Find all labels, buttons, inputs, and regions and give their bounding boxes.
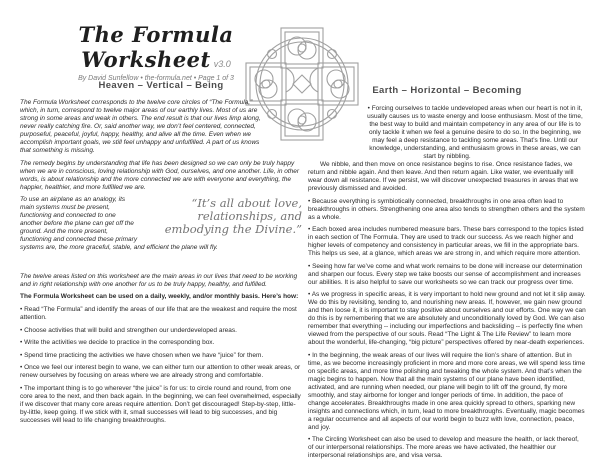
- left-column-heading: Heaven – Vertical – Being: [98, 80, 224, 91]
- left-bullet-3: • Write the activities we decide to practice in the corresponding box.: [20, 339, 215, 346]
- left-bullet-2: • Choose activities that will build and strengthen our underdeveloped areas.: [20, 326, 237, 334]
- right-bullet-5: • As we progress in specific areas, it is very important to hold new ground and not let it slip away. We do this by revisiting, tending to, and nourishing new areas. If, however, we gain new ground and then loose it, it is important to stay positive about ourselves and our efforts. One way we can do this is by remembering that we are absolutely and unconditionally loved by God. We can also remember that everything -- including our imperfections and backsliding -- is perfectly fine when viewed from the perspective of our souls. Read “The Light & The Life Review” to learn more about the wonderful, life-changing, “big picture” perspectives offered by near-death experiences.: [308, 291, 586, 346]
- version-label: v3.0: [213, 59, 231, 69]
- image-wrap-spacer: [308, 105, 364, 149]
- intro-paragraph-4: The twelve areas listed on this worksheet are the main areas in our lives that need to be working and in right relationship with one another for us to be truly happy, healthy, and fulfilled.: [20, 272, 298, 288]
- image-wrap-spacer: [264, 99, 302, 141]
- left-column: [20, 82, 302, 429]
- right-column: [308, 82, 586, 465]
- left-bullet-5: • Once we feel our interest begin to wane, we can either turn our attention to other weak areas, or renew ourselves by focusing on areas where we are already strong and comfortable.: [20, 364, 301, 379]
- right-column-heading: Earth – Horizontal – Becoming: [372, 85, 522, 96]
- left-bullet-1: • Read “The Formula” and identify the areas of our life that are the weakest and require the most attention.: [20, 306, 297, 321]
- right-bullet-1-wrapped: • Forcing ourselves to tackle undeveloped areas when our heart is not in it, usually causes us to waste energy and loose enthusiasm. Most of the time, the best way to build and maintain competency in any area of our life is to only tackle it when we feel a genuine desire to do so. In the beginning, we may feel a deep resistance to tackling some areas. That’s fine. Until our knowledge, understanding, and enthusiasm grows in these areas, we can start by nibbling.: [308, 105, 586, 161]
- byline: By David Sunfellow • the-formula.net • Page 1 of 3: [78, 75, 234, 82]
- pull-quote: “It’s all about love, relationships, and embodying the Divine.”: [164, 196, 302, 236]
- right-bullet-1-continued: We nibble, and then move on once resistance begins to rise. Once resistance fades, we return and nibble again. And then leave. And then return again. Like water, we eventually will wear down all resistance. If we persist, we will discover unexpected treasures in areas that we previously dismissed and avoided.: [308, 161, 579, 192]
- intro-paragraph-3: To use an airplane as an analogy, its main systems must be present, functioning and connected to one another before the plane can get off the ground. And the more present, functioning and connected these primary systems are, the more graceful, stable, and efficient the plane will fly.: [20, 196, 218, 251]
- right-bullet-6: • In the beginning, the weak areas of our lives will require the lion’s share of attention. But in time, as we become increasingly proficient in more and more core areas, we will spend less time on specific areas, and more time polishing and tweaking the whole system. And that’s when the magic begins to happen. Now that all the main systems of our plane have been identified, activated, and are running when needed, our plane will begin to lift off the ground, fly more smoothly, and stay airborne for longer and longer periods of time. In addition, the pace of change accelerates. Breakthroughs made in one area quickly spread to others, sparking new insights and connections which, in turn, lead to more breakthroughs. Eventually, magic becomes a regular occurrence and all aspects of our world begin to buzz with love, connection, peace, and joy.: [308, 351, 586, 431]
- page-title: The Formula Worksheet: [78, 22, 234, 72]
- how-to-lead: The Formula Worksheet can be used on a daily, weekly, and/or monthly basis. Here’s how:: [20, 293, 299, 300]
- left-bullet-6: • The important thing is to go wherever “the juice” is for us: to circle round and round, from one core area to the next, and then back again. In the beginning, we can feel overwhelmed, especially if we discover that many core areas require attention. Don’t get discouraged! Step-by-step, little-by-little, keep going. If we stick with it, small successes will lead to big successes, and big successes will lead to life changing breakthroughs.: [20, 384, 301, 424]
- intro-paragraph-2: The remedy begins by understanding that life has been designed so we can only be truly happy when we are in conscious, loving relationship with God, ourselves, and one another. Life, in other words, is about relationship and the more connected we are with everyone and everything, the happier, healthier, and more fulfilled we are.: [20, 159, 300, 191]
- right-bullet-4: • Seeing how far we’ve come and what work remains to be done will increase our determination and sharpen our focus. Every step we take boosts our sense of accomplishment and increases our abilities. It is also helpful to save our worksheets so we can track our progress over time.: [308, 262, 583, 286]
- intro-paragraph-1: The Formula Worksheet corresponds to the twelve core circles of “The Formula,” which, in turn, correspond to twelve major areas of our earthly lives. Most of us are strong in some areas and weak in others. The end result is that our lives limp along, never really catching fire. Or, said another way, we don’t feel centered, connected, purposeful, peaceful, joyful, happy, healthy, and alive all the time. Even when we accomplish important goals, we still feel unhappy and unfulfilled. A part of us knows that something is missing.: [20, 99, 302, 155]
- right-bullet-2: • Because everything is symbiotically connected, breakthroughs in one area often lead to breakthroughs in others. Strengthening one area also tends to strengthen others and the system as a whole.: [308, 197, 585, 221]
- left-bullet-4: • Spend time practicing the activities we have chosen when we have “juice” for them.: [20, 351, 264, 359]
- right-bullet-3: • Each boxed area includes numbered measure bars. These bars correspond to the topics listed in each section of The Formula. They are used to track our success. As we reach higher and higher levels of competency and consistency in particular areas, we fill in the appropriate bars. This helps us see, at a glance, which areas we are strong in, and which require more attention.: [308, 226, 584, 257]
- right-bullet-7: • The Circling Worksheet can also be used to develop and measure the health, or lack thereof, of our interpersonal relationships. The more areas we have activated, the healthier our interpersonal relationships are, and visa versa.: [308, 436, 579, 459]
